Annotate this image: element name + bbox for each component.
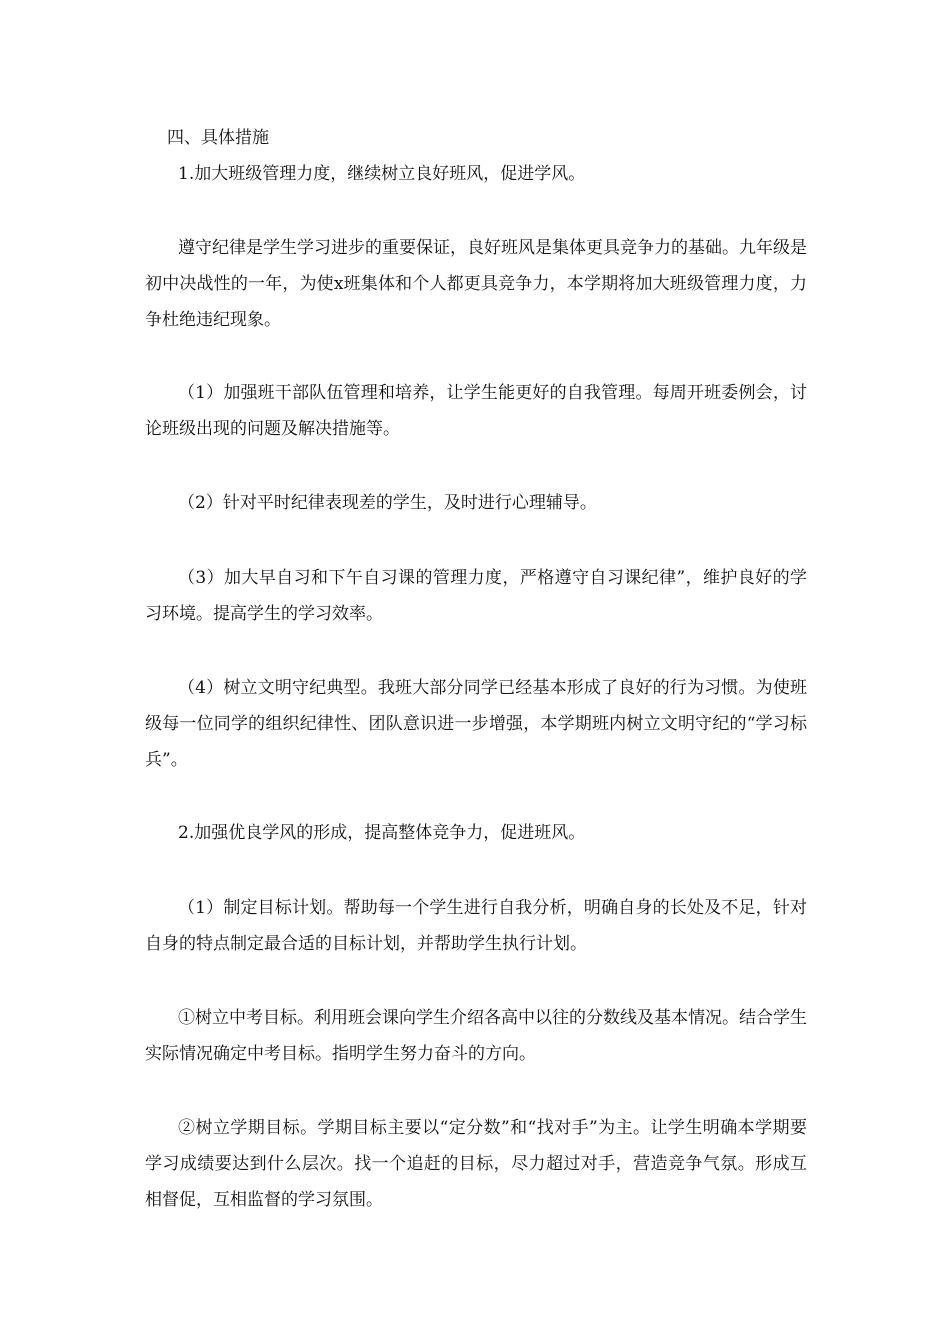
paragraph-item-1: （1）加强班干部队伍管理和培养，让学生能更好的自我管理。每周开班委例会，讨论班级出现的问题及解决措施等。 [145, 383, 807, 439]
paragraph-term-goal: ②树立学期目标。学期目标主要以“定分数”和“找对手”为主。让学生明确本学期要学习成绩要达到什么层次。找一个追赶的目标，尽力超过对手，营造竞争气氛。形成互相督促，互相监督的学习氛围。 [145, 1118, 807, 1210]
paragraph-goal-plan: （1）制定目标计划。帮助每一个学生进行自我分析，明确自身的长处及不足，针对自身的特点制定最合适的目标计划，并帮助学生执行计划。 [145, 898, 807, 954]
subsection-heading-1: 1.加大班级管理力度，继续树立良好班风，促进学风。 [178, 164, 586, 184]
paragraph-item-2: （2）针对平时纪律表现差的学生，及时进行心理辅导。 [178, 493, 597, 513]
subsection-heading-2: 2.加强优良学风的形成，提高整体竞争力，促进班风。 [178, 823, 586, 843]
paragraph-exam-goal: ①树立中考目标。利用班会课向学生介绍各高中以往的分数线及基本情况。结合学生实际情况确定中考目标。指明学生努力奋斗的方向。 [145, 1008, 807, 1064]
paragraph-item-3: （3）加大早自习和下午自习课的管理力度，严格遵守自习课纪律”，维护良好的学习环境。提高学生的学习效率。 [145, 568, 807, 624]
section-heading: 四、具体措施 [167, 128, 269, 148]
paragraph-item-4: （4）树立文明守纪典型。我班大部分同学已经基本形成了良好的行为习惯。为使班级每一位同学的组织纪律性、团队意识进一步增强，本学期班内树立文明守纪的“学习标兵”。 [145, 678, 807, 770]
paragraph-discipline: 遵守纪律是学生学习进步的重要保证，良好班风是集体更具竞争力的基础。九年级是初中决战性的一年，为使x班集体和个人都更具竞争力，本学期将加大班级管理力度，力争杜绝违纪现象。 [145, 238, 807, 330]
